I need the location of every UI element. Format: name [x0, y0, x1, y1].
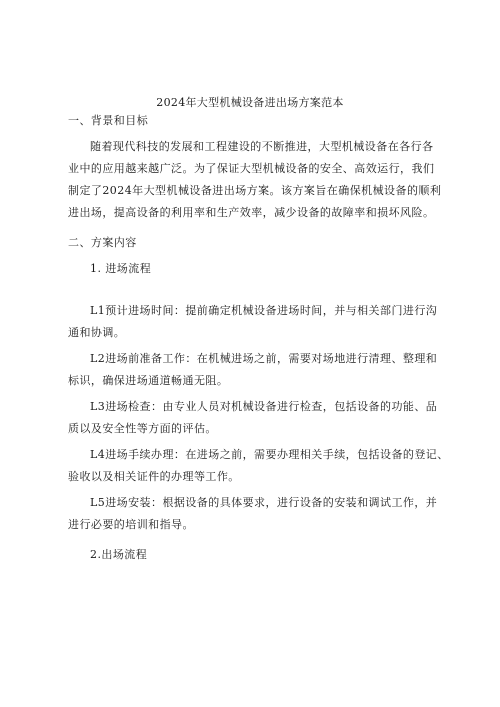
item-3-line-1: L3进场检查：由专业人员对机械设备进行检查，包括设备的功能、品: [90, 400, 438, 413]
heading-background: 一、背景和目标: [68, 114, 149, 127]
item-1-line-1: L1预计进场时间：提前确定机械设备进场时间，并与相关部门进行沟: [90, 304, 438, 317]
item-1-line-2: 通和协调。: [68, 326, 126, 339]
item-2-line-1: L2进场前准备工作：在机械进场之前，需要对场地进行清理、整理和: [90, 352, 438, 365]
item-2-line-2: 标识，确保进场通道畅通无阻。: [68, 374, 229, 387]
document-title: 2024年大型机械设备进出场方案范本: [156, 96, 344, 109]
para-background-line-1: 随着现代科技的发展和工程建设的不断推进，大型机械设备在各行各: [90, 140, 434, 153]
item-5-line-2: 进行必要的培训和指导。: [68, 518, 194, 531]
item-5-line-1: L5进场安装：根据设备的具体要求，进行设备的安装和调试工作，并: [90, 496, 438, 509]
item-4-line-1: L4进场手续办理：在进场之前，需要办理相关手续，包括设备的登记、: [90, 448, 449, 461]
item-4-line-2: 验收以及相关证件的办理等工作。: [68, 470, 240, 483]
section1-title: 1. 进场流程: [90, 262, 152, 275]
item-3-line-2: 质以及安全性等方面的评估。: [68, 422, 217, 435]
section2-title: 2.出场流程: [90, 548, 148, 561]
para-background-line-3: 制定了2024年大型机械设备进出场方案。该方案旨在确保机械设备的顺利: [68, 184, 442, 197]
heading-content: 二、方案内容: [68, 236, 137, 249]
para-background-line-4: 进出场，提高设备的利用率和生产效率，减少设备的故障率和损坏风险。: [68, 206, 435, 219]
para-background-line-2: 业中的应用越来越广泛。为了保证大型机械设备的安全、高效运行，我们: [68, 162, 435, 175]
